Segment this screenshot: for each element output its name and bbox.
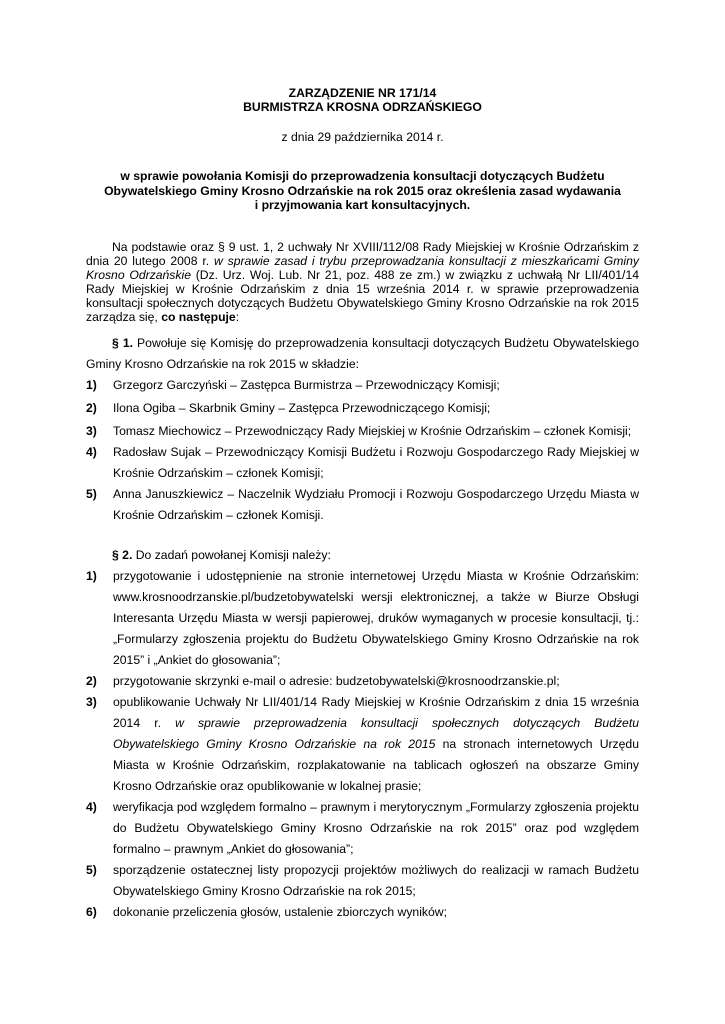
issuing-authority: BURMISTRZA KROSNA ODRZAŃSKIEGO [243,100,482,114]
list-item [86,375,639,396]
basis-text-3: (Dz. Urz. Woj. Lub. Nr 21, poz. 488 ze zm.) w związku z uchwałą Nr LII/401/14 Rady Miejskiej w Krośnie Odrzańskim z dnia 15 września 2014 r. w sprawie przeprowadzenia konsultacji społecznych dotyczących Budżetu Obywatelskiego Gminy Krosno Odrzańskie na rok 2015 zarządza się, [86,268,639,325]
list-item-number: 5) [86,487,97,501]
list-item [86,902,639,923]
basis-text-1: Na podstawie oraz § 9 ust. 1, 2 uchwały Nr XVIII/112/08 Rady Miejskiej w Krośnie Odrzańskim z dnia 20 lutego 2008 r. [86,240,639,269]
item-3-text-a: opublikowanie Uchwały Nr LII/401/14 Rady Miejskiej w Krośnie Odrzańskim z dnia 15 września 2014 r. [113,695,639,730]
section-1-intro [86,333,639,375]
list-item-text: Ilona Ogiba – Skarbnik Gminy – Zastępca Przewodniczącego Komisji; [113,401,491,415]
list-item-number: 4) [86,445,97,459]
list-item-number: 4) [86,800,97,814]
list-item [86,692,639,797]
section-2-text: Do zadań powołanej Komisji należy: [132,548,331,562]
list-item [86,671,639,692]
document-header [80,86,645,114]
subject-line-1: w sprawie powołania Komisji do przeprowadzenia konsultacji dotyczących Budżetu [120,169,605,183]
list-item [86,442,639,484]
list-item-number: 2) [86,674,97,688]
issue-date: z dnia 29 października 2014 r. [281,130,444,144]
subject-line-2: Obywatelskiego Gminy Krosno Odrzańskie na rok 2015 oraz określenia zasad wydawania [104,183,621,198]
list-item-number: 2) [86,401,97,415]
list-item-text: sporządzenie ostatecznej listy propozycji projektów możliwych do realizacji w ramach Budżetu Obywatelskiego Gminy Krosno Odrzańskie na rok 2015; [113,863,639,898]
list-item-number: 1) [86,378,97,392]
list-item-text: Tomasz Miechowicz – Przewodniczący Rady Miejskiej w Krośnie Odrzańskim – członek Komisji; [113,424,632,438]
list-item [86,398,639,419]
list-item-text: weryfikacja pod względem formalno – prawnym i merytorycznym „Formularzy zgłoszenia projektu do Budżetu Obywatelskiego Gminy Krosno Odrzańskie na rok 2015” oraz pod względem formalno – prawnym „Ankiet do głosowania”; [113,800,639,856]
list-item-text: przygotowanie i udostępnienie na stronie internetowej Urzędu Miasta w Krośnie Odrzańskim: www.krosnoodrzanskie.pl/budzetobywatelski wersji elektronicznej, a także w Biurze Obsługi Interesanta Urzędu Miasta w wersji papierowej, druków wymaganych w procesie konsultacji, tj.: „Formularzy zgłoszenia projektu do Budżetu Obywatelskiego Gminy Krosno Odrzańskie na rok 2015” i „Ankiet do głosowania”; [113,569,639,667]
subject-line-3: i przyjmowania kart konsultacyjnych. [254,198,471,212]
list-item-number: 6) [86,905,97,919]
section-2-intro [86,545,639,566]
basis-text-5: : [235,310,240,325]
list-item [86,860,639,902]
list-item-text: dokonanie przeliczenia głosów, ustalenie zbiorczych wyników; [113,905,447,919]
list-item-number: 3) [86,695,97,709]
item-3-text-italic: w sprawie przeprowadzenia konsultacji społecznych dotyczących Budżetu Obywatelskiego Gminy Krosno Odrzańskie na rok 2015 [113,716,640,751]
ordinance-number: ZARZĄDZENIE NR 171/14 [288,86,437,100]
section-1-mark: § 1. [112,336,133,350]
list-item [86,797,639,860]
basis-text-italic: w sprawie zasad i trybu przeprowadzania konsultacji z mieszkańcami Gminy Krosno Odrzańskie [86,254,640,283]
list-item [86,421,639,442]
basis-text-bold: co następuje [161,310,236,325]
list-item-number: 1) [86,569,97,583]
list-item-number: 5) [86,863,97,877]
list-item-text: Anna Januszkiewicz – Naczelnik Wydziału Promocji i Rozwoju Gospodarczego Urzędu Miasta w Krośnie Odrzańskim – członek Komisji. [113,487,639,522]
list-item [86,566,639,671]
item-3-text-c: na stronach internetowych Urzędu Miasta w Krośnie Odrzańskim, rozplakatowanie na tablicach ogłoszeń na obszarze Gminy Krosno Odrzańskie oraz opublikowanie w lokalnej prasie; [113,737,639,793]
document-subject [80,169,645,213]
list-item-text: przygotowanie skrzynki e-mail o adresie: budzetobywatelski@krosnoodrzanskie.pl; [113,674,560,688]
list-item-text: Radosław Sujak – Przewodniczący Komisji Budżetu i Rozwoju Gospodarczego Rady Miejskiej w Krośnie Odrzańskim – członek Komisji; [113,445,639,480]
legal-basis-paragraph [86,240,639,325]
section-2-mark: § 2. [112,548,133,562]
list-item-text: Grzegorz Garczyński – Zastępca Burmistrza – Przewodniczący Komisji; [113,378,500,392]
section-1-text: Powołuje się Komisję do przeprowadzenia konsultacji dotyczących Budżetu Obywatelskiego Gminy Krosno Odrzańskie na rok 2015 w składzie: [86,336,639,371]
list-item [86,484,639,526]
list-item-text [113,692,639,797]
list-item-number: 3) [86,424,97,438]
